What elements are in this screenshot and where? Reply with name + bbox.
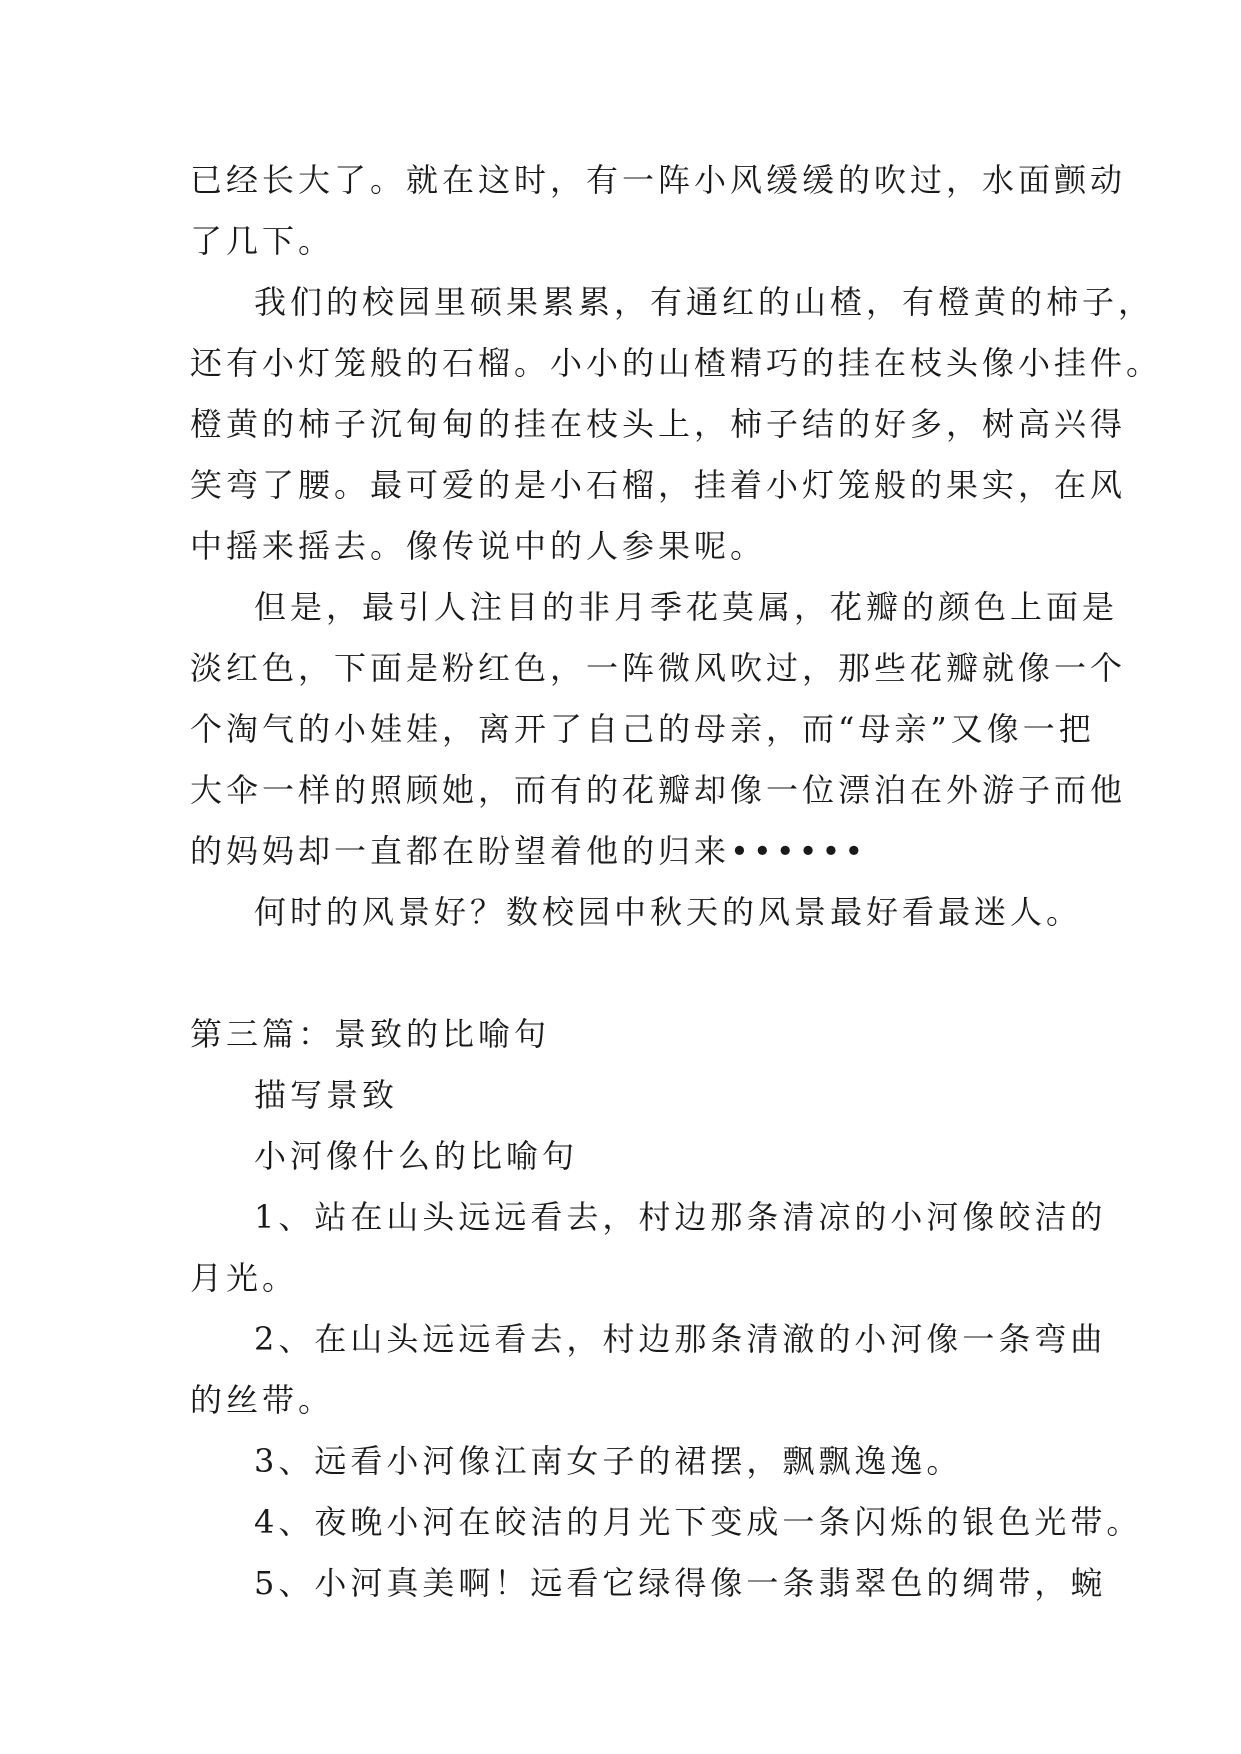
text-line: 还有小灯笼般的石榴。小小的山楂精巧的挂在枝头像小挂件。 xyxy=(190,344,1163,382)
paragraph-start: 但是，最引人注目的非月季花莫属，花瓣的颜色上面是 xyxy=(254,588,1119,626)
text-line: 月光。 xyxy=(190,1259,299,1297)
paragraph-start: 何时的风景好？数校园中秋天的风景最好看最迷人。 xyxy=(254,893,1083,931)
text-line: 个淘气的小娃娃，离开了自己的母亲，而“母亲”又像一把 xyxy=(190,710,1095,748)
list-item: 1、站在山头远远看去，村边那条清凉的小河像皎洁的 xyxy=(254,1198,1107,1236)
text-line: 淡红色，下面是粉红色，一阵微风吹过，那些花瓣就像一个 xyxy=(190,649,1127,687)
text-line: 已经长大了。就在这时，有一阵小风缓缓的吹过，水面颤动 xyxy=(190,161,1127,199)
section-heading: 第三篇：景致的比喻句 xyxy=(190,1015,551,1053)
list-item: 3、远看小河像江南女子的裙摆，飘飘逸逸。 xyxy=(254,1442,963,1480)
document-page xyxy=(190,150,1163,1614)
subheading: 小河像什么的比喻句 xyxy=(254,1137,579,1175)
text-line: 了几下。 xyxy=(190,222,335,260)
list-item: 2、在山头远远看去，村边那条清澈的小河像一条弯曲 xyxy=(254,1320,1107,1358)
paragraph-start: 我们的校园里硕果累累，有通红的山楂，有橙黄的柿子， xyxy=(254,283,1155,321)
text-line: 大伞一样的照顾她，而有的花瓣却像一位漂泊在外游子而他 xyxy=(190,771,1127,809)
text-line: 中摇来摇去。像传说中的人参果呢。 xyxy=(190,527,767,565)
text-line: 笑弯了腰。最可爱的是小石榴，挂着小灯笼般的果实，在风 xyxy=(190,466,1127,504)
text-line: 橙黄的柿子沉甸甸的挂在枝头上，柿子结的好多，树高兴得 xyxy=(190,405,1127,443)
text-line: 的妈妈却一直都在盼望着他的归来•••••• xyxy=(190,832,868,870)
text-line: 的丝带。 xyxy=(190,1381,335,1419)
list-item: 5、小河真美啊！远看它绿得像一条翡翠色的绸带，蜿 xyxy=(254,1564,1107,1602)
subheading: 描写景致 xyxy=(254,1076,399,1114)
blank-line xyxy=(190,943,1060,1004)
list-item: 4、夜晚小河在皎洁的月光下变成一条闪烁的银色光带。 xyxy=(254,1503,1143,1541)
